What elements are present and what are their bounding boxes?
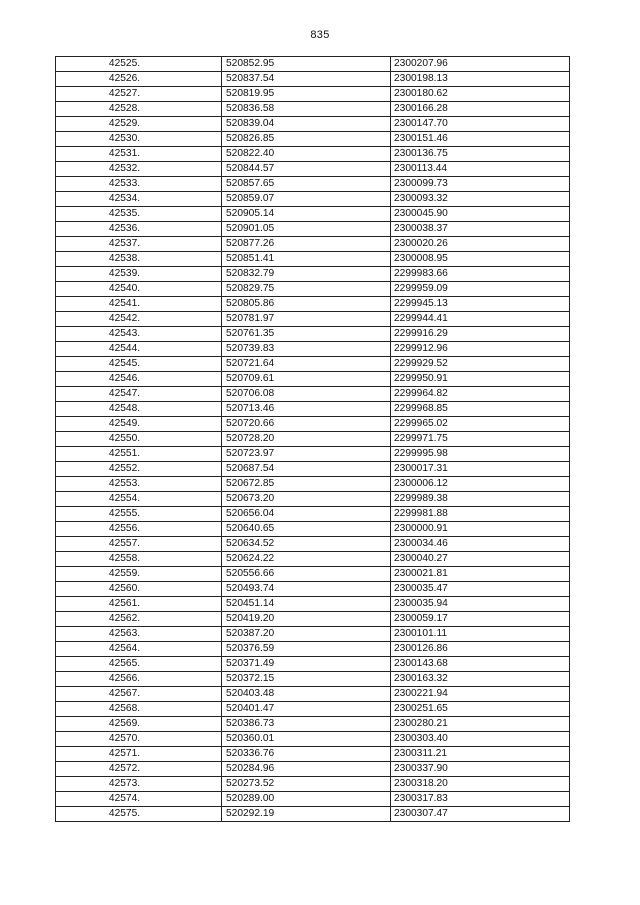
y-coordinate-cell: 2300093.32 <box>391 192 570 207</box>
table-row <box>56 147 570 162</box>
y-coordinate-cell: 2299959.09 <box>391 282 570 297</box>
point-number-cell: 42555. <box>56 507 222 522</box>
point-number-cell: 42566. <box>56 672 222 687</box>
table-row <box>56 237 570 252</box>
point-number-cell: 42568. <box>56 702 222 717</box>
table-row <box>56 342 570 357</box>
y-coordinate-cell: 2299983.66 <box>391 267 570 282</box>
table-row <box>56 387 570 402</box>
table-row <box>56 657 570 672</box>
table-row <box>56 642 570 657</box>
point-number-cell: 42547. <box>56 387 222 402</box>
x-coordinate-cell: 520401.47 <box>222 702 391 717</box>
point-number-cell: 42532. <box>56 162 222 177</box>
coordinates-table <box>55 56 570 822</box>
y-coordinate-cell: 2300317.83 <box>391 792 570 807</box>
y-coordinate-cell: 2300113.44 <box>391 162 570 177</box>
point-number-cell: 42574. <box>56 792 222 807</box>
x-coordinate-cell: 520709.61 <box>222 372 391 387</box>
table-row <box>56 537 570 552</box>
x-coordinate-cell: 520819.95 <box>222 87 391 102</box>
x-coordinate-cell: 520419.20 <box>222 612 391 627</box>
table-row <box>56 267 570 282</box>
table-row <box>56 57 570 72</box>
point-number-cell: 42558. <box>56 552 222 567</box>
y-coordinate-cell: 2299968.85 <box>391 402 570 417</box>
table-row <box>56 207 570 222</box>
x-coordinate-cell: 520556.66 <box>222 567 391 582</box>
y-coordinate-cell: 2300166.28 <box>391 102 570 117</box>
point-number-cell: 42537. <box>56 237 222 252</box>
x-coordinate-cell: 520826.85 <box>222 132 391 147</box>
x-coordinate-cell: 520672.85 <box>222 477 391 492</box>
table-row <box>56 552 570 567</box>
point-number-cell: 42534. <box>56 192 222 207</box>
point-number-cell: 42572. <box>56 762 222 777</box>
table-row <box>56 582 570 597</box>
x-coordinate-cell: 520687.54 <box>222 462 391 477</box>
x-coordinate-cell: 520877.26 <box>222 237 391 252</box>
y-coordinate-cell: 2300280.21 <box>391 717 570 732</box>
x-coordinate-cell: 520713.46 <box>222 402 391 417</box>
point-number-cell: 42563. <box>56 627 222 642</box>
point-number-cell: 42548. <box>56 402 222 417</box>
table-row <box>56 462 570 477</box>
y-coordinate-cell: 2300337.90 <box>391 762 570 777</box>
y-coordinate-cell: 2300221.94 <box>391 687 570 702</box>
y-coordinate-cell: 2300251.65 <box>391 702 570 717</box>
table-row <box>56 747 570 762</box>
point-number-cell: 42545. <box>56 357 222 372</box>
x-coordinate-cell: 520805.86 <box>222 297 391 312</box>
table-row <box>56 732 570 747</box>
point-number-cell: 42571. <box>56 747 222 762</box>
point-number-cell: 42549. <box>56 417 222 432</box>
y-coordinate-cell: 2300059.17 <box>391 612 570 627</box>
point-number-cell: 42529. <box>56 117 222 132</box>
table-row <box>56 402 570 417</box>
x-coordinate-cell: 520451.14 <box>222 597 391 612</box>
x-coordinate-cell: 520739.83 <box>222 342 391 357</box>
y-coordinate-cell: 2300307.47 <box>391 807 570 822</box>
point-number-cell: 42551. <box>56 447 222 462</box>
point-number-cell: 42530. <box>56 132 222 147</box>
point-number-cell: 42570. <box>56 732 222 747</box>
point-number-cell: 42531. <box>56 147 222 162</box>
table-row <box>56 192 570 207</box>
x-coordinate-cell: 520673.20 <box>222 492 391 507</box>
point-number-cell: 42573. <box>56 777 222 792</box>
x-coordinate-cell: 520851.41 <box>222 252 391 267</box>
x-coordinate-cell: 520289.00 <box>222 792 391 807</box>
y-coordinate-cell: 2299912.96 <box>391 342 570 357</box>
point-number-cell: 42569. <box>56 717 222 732</box>
y-coordinate-cell: 2300021.81 <box>391 567 570 582</box>
x-coordinate-cell: 520336.76 <box>222 747 391 762</box>
y-coordinate-cell: 2300035.94 <box>391 597 570 612</box>
y-coordinate-cell: 2300151.46 <box>391 132 570 147</box>
x-coordinate-cell: 520403.48 <box>222 687 391 702</box>
table-row <box>56 102 570 117</box>
point-number-cell: 42550. <box>56 432 222 447</box>
y-coordinate-cell: 2299916.29 <box>391 327 570 342</box>
x-coordinate-cell: 520761.35 <box>222 327 391 342</box>
point-number-cell: 42542. <box>56 312 222 327</box>
point-number-cell: 42526. <box>56 72 222 87</box>
x-coordinate-cell: 520781.97 <box>222 312 391 327</box>
point-number-cell: 42525. <box>56 57 222 72</box>
y-coordinate-cell: 2299950.91 <box>391 372 570 387</box>
point-number-cell: 42536. <box>56 222 222 237</box>
table-row <box>56 222 570 237</box>
y-coordinate-cell: 2300147.70 <box>391 117 570 132</box>
point-number-cell: 42535. <box>56 207 222 222</box>
y-coordinate-cell: 2299995.98 <box>391 447 570 462</box>
y-coordinate-cell: 2299945.13 <box>391 297 570 312</box>
x-coordinate-cell: 520386.73 <box>222 717 391 732</box>
y-coordinate-cell: 2299965.02 <box>391 417 570 432</box>
y-coordinate-cell: 2300198.13 <box>391 72 570 87</box>
y-coordinate-cell: 2300180.62 <box>391 87 570 102</box>
point-number-cell: 42559. <box>56 567 222 582</box>
point-number-cell: 42575. <box>56 807 222 822</box>
y-coordinate-cell: 2300311.21 <box>391 747 570 762</box>
table-row <box>56 507 570 522</box>
table-row <box>56 522 570 537</box>
table-row <box>56 297 570 312</box>
y-coordinate-cell: 2300008.95 <box>391 252 570 267</box>
point-number-cell: 42539. <box>56 267 222 282</box>
table-row <box>56 672 570 687</box>
point-number-cell: 42560. <box>56 582 222 597</box>
y-coordinate-cell: 2300038.37 <box>391 222 570 237</box>
x-coordinate-cell: 520284.96 <box>222 762 391 777</box>
table-row <box>56 447 570 462</box>
x-coordinate-cell: 520822.40 <box>222 147 391 162</box>
point-number-cell: 42556. <box>56 522 222 537</box>
x-coordinate-cell: 520292.19 <box>222 807 391 822</box>
point-number-cell: 42567. <box>56 687 222 702</box>
table-row <box>56 717 570 732</box>
table-row <box>56 432 570 447</box>
table-row <box>56 117 570 132</box>
table-row <box>56 777 570 792</box>
x-coordinate-cell: 520273.52 <box>222 777 391 792</box>
table-row <box>56 252 570 267</box>
table-row <box>56 792 570 807</box>
y-coordinate-cell: 2300136.75 <box>391 147 570 162</box>
x-coordinate-cell: 520905.14 <box>222 207 391 222</box>
point-number-cell: 42538. <box>56 252 222 267</box>
x-coordinate-cell: 520832.79 <box>222 267 391 282</box>
table-row <box>56 87 570 102</box>
y-coordinate-cell: 2300000.91 <box>391 522 570 537</box>
y-coordinate-cell: 2300034.46 <box>391 537 570 552</box>
coordinates-table-body <box>56 57 570 822</box>
x-coordinate-cell: 520372.15 <box>222 672 391 687</box>
y-coordinate-cell: 2300017.31 <box>391 462 570 477</box>
table-row <box>56 627 570 642</box>
point-number-cell: 42561. <box>56 597 222 612</box>
table-row <box>56 597 570 612</box>
point-number-cell: 42533. <box>56 177 222 192</box>
x-coordinate-cell: 520857.65 <box>222 177 391 192</box>
point-number-cell: 42562. <box>56 612 222 627</box>
table-row <box>56 702 570 717</box>
table-row <box>56 312 570 327</box>
point-number-cell: 42565. <box>56 657 222 672</box>
x-coordinate-cell: 520387.20 <box>222 627 391 642</box>
x-coordinate-cell: 520656.04 <box>222 507 391 522</box>
x-coordinate-cell: 520859.07 <box>222 192 391 207</box>
table-row <box>56 372 570 387</box>
point-number-cell: 42543. <box>56 327 222 342</box>
y-coordinate-cell: 2300207.96 <box>391 57 570 72</box>
table-row <box>56 327 570 342</box>
point-number-cell: 42553. <box>56 477 222 492</box>
y-coordinate-cell: 2299971.75 <box>391 432 570 447</box>
point-number-cell: 42528. <box>56 102 222 117</box>
point-number-cell: 42552. <box>56 462 222 477</box>
y-coordinate-cell: 2300101.11 <box>391 627 570 642</box>
y-coordinate-cell: 2299964.82 <box>391 387 570 402</box>
point-number-cell: 42527. <box>56 87 222 102</box>
x-coordinate-cell: 520640.65 <box>222 522 391 537</box>
table-row <box>56 162 570 177</box>
y-coordinate-cell: 2300006.12 <box>391 477 570 492</box>
x-coordinate-cell: 520371.49 <box>222 657 391 672</box>
x-coordinate-cell: 520720.66 <box>222 417 391 432</box>
x-coordinate-cell: 520839.04 <box>222 117 391 132</box>
x-coordinate-cell: 520901.05 <box>222 222 391 237</box>
x-coordinate-cell: 520723.97 <box>222 447 391 462</box>
table-row <box>56 282 570 297</box>
x-coordinate-cell: 520728.20 <box>222 432 391 447</box>
y-coordinate-cell: 2300303.40 <box>391 732 570 747</box>
y-coordinate-cell: 2300020.26 <box>391 237 570 252</box>
page-number: 835 <box>310 29 330 41</box>
x-coordinate-cell: 520360.01 <box>222 732 391 747</box>
table-row <box>56 687 570 702</box>
y-coordinate-cell: 2300163.32 <box>391 672 570 687</box>
y-coordinate-cell: 2300143.68 <box>391 657 570 672</box>
table-row <box>56 357 570 372</box>
y-coordinate-cell: 2299989.38 <box>391 492 570 507</box>
x-coordinate-cell: 520837.54 <box>222 72 391 87</box>
table-row <box>56 417 570 432</box>
x-coordinate-cell: 520634.52 <box>222 537 391 552</box>
y-coordinate-cell: 2300126.86 <box>391 642 570 657</box>
point-number-cell: 42564. <box>56 642 222 657</box>
table-row <box>56 612 570 627</box>
table-row <box>56 492 570 507</box>
table-row <box>56 177 570 192</box>
y-coordinate-cell: 2299929.52 <box>391 357 570 372</box>
x-coordinate-cell: 520624.22 <box>222 552 391 567</box>
point-number-cell: 42546. <box>56 372 222 387</box>
y-coordinate-cell: 2299944.41 <box>391 312 570 327</box>
x-coordinate-cell: 520721.64 <box>222 357 391 372</box>
y-coordinate-cell: 2300040.27 <box>391 552 570 567</box>
x-coordinate-cell: 520706.08 <box>222 387 391 402</box>
point-number-cell: 42540. <box>56 282 222 297</box>
table-row <box>56 762 570 777</box>
point-number-cell: 42557. <box>56 537 222 552</box>
x-coordinate-cell: 520844.57 <box>222 162 391 177</box>
x-coordinate-cell: 520493.74 <box>222 582 391 597</box>
table-row <box>56 477 570 492</box>
y-coordinate-cell: 2300045.90 <box>391 207 570 222</box>
table-row <box>56 132 570 147</box>
y-coordinate-cell: 2300318.20 <box>391 777 570 792</box>
y-coordinate-cell: 2299981.88 <box>391 507 570 522</box>
table-row <box>56 807 570 822</box>
x-coordinate-cell: 520852.95 <box>222 57 391 72</box>
y-coordinate-cell: 2300035.47 <box>391 582 570 597</box>
point-number-cell: 42544. <box>56 342 222 357</box>
y-coordinate-cell: 2300099.73 <box>391 177 570 192</box>
table-row <box>56 567 570 582</box>
point-number-cell: 42554. <box>56 492 222 507</box>
point-number-cell: 42541. <box>56 297 222 312</box>
x-coordinate-cell: 520836.58 <box>222 102 391 117</box>
x-coordinate-cell: 520829.75 <box>222 282 391 297</box>
x-coordinate-cell: 520376.59 <box>222 642 391 657</box>
table-row <box>56 72 570 87</box>
